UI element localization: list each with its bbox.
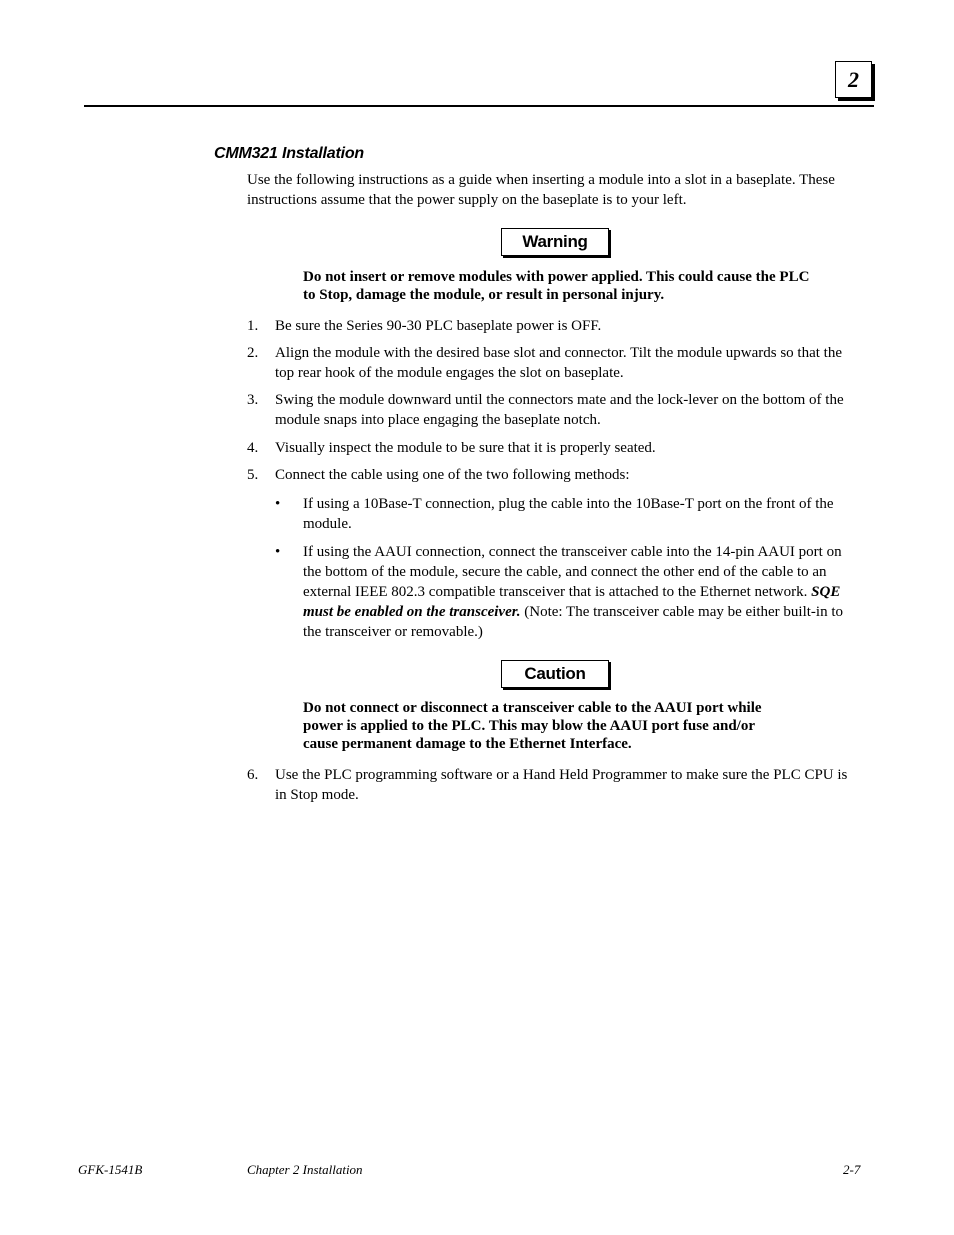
transceiver-note: (Note: The transceiver cable may be either built-in to the transceiver or removable.) [303,604,844,640]
step-2 [247,343,862,383]
chapter-number-box [835,61,872,98]
bullet-text-main: If using the AAUI connection, connect the transceiver cable into the 14-pin AAUI port on the bottom of the module, secure the cable, and connect the other end of the cable to an external IEEE 802.3 compatible transceiver that is attached to the Ethernet network. [303,544,842,600]
step-number: 6. [247,767,259,783]
step-text: Use the PLC programming software or a Hand Held Programmer to make sure the PLC CPU is in Stop mode. [275,767,848,803]
step-3 [247,390,862,430]
step-4 [247,438,862,458]
footer-chapter: Chapter 2 Installation [247,1162,363,1177]
bullet-text: If using a 10Base-T connection, plug the cable into the 10Base-T port on the front of the module. [303,496,834,532]
step-text: Connect the cable using one of the two following methods: [275,467,630,483]
header-rule [84,105,874,107]
warning-label: Warning [501,228,609,256]
step-text: Align the module with the desired base slot and connector. Tilt the module upwards so that the top rear hook of the module engages the slot on baseplate. [275,345,842,381]
step-number: 5. [247,467,259,483]
bullet-dot: • [275,496,281,512]
step-number: 2. [247,345,259,361]
step-text: Swing the module downward until the connectors mate and the lock-lever on the bottom of the module snaps into place engaging the baseplate notch. [275,392,844,428]
footer-page-number: 2-7 [843,1162,861,1177]
bullet-dot: • [275,544,281,560]
bullet-text [303,542,860,642]
bullet-aaui [275,542,860,642]
bullet-10base-t [275,494,860,534]
sqe-emphasis: SQE must be enabled on the transceiver. [303,584,841,620]
step-number: 4. [247,440,259,456]
chapter-number: 2 [848,66,859,92]
section-title: CMM321 Installation [214,145,365,162]
step-number: 3. [247,392,259,408]
intro-paragraph: Use the following instructions as a guide when inserting a module into a slot in a baseplate. These instructions assume that the power supply on the baseplate is to your left. [247,172,835,208]
caution-label: Caution [501,660,609,688]
step-text: Visually inspect the module to be sure that it is properly seated. [275,440,656,456]
step-6 [247,765,862,805]
warning-text: Do not insert or remove modules with power applied. This could cause the PLC to Stop, damage the module, or result in personal injury. [303,269,810,303]
step-5 [247,465,862,485]
step-1 [247,316,862,336]
caution-text: Do not connect or disconnect a transceiver cable to the AAUI port while power is applied to the PLC. This may blow the AAUI port fuse and/or cause permanent damage to the Ethernet Interface. [303,700,762,752]
step-text: Be sure the Series 90-30 PLC baseplate power is OFF. [275,318,602,334]
footer-doc-id: GFK-1541B [78,1162,143,1177]
step-number: 1. [247,318,259,334]
